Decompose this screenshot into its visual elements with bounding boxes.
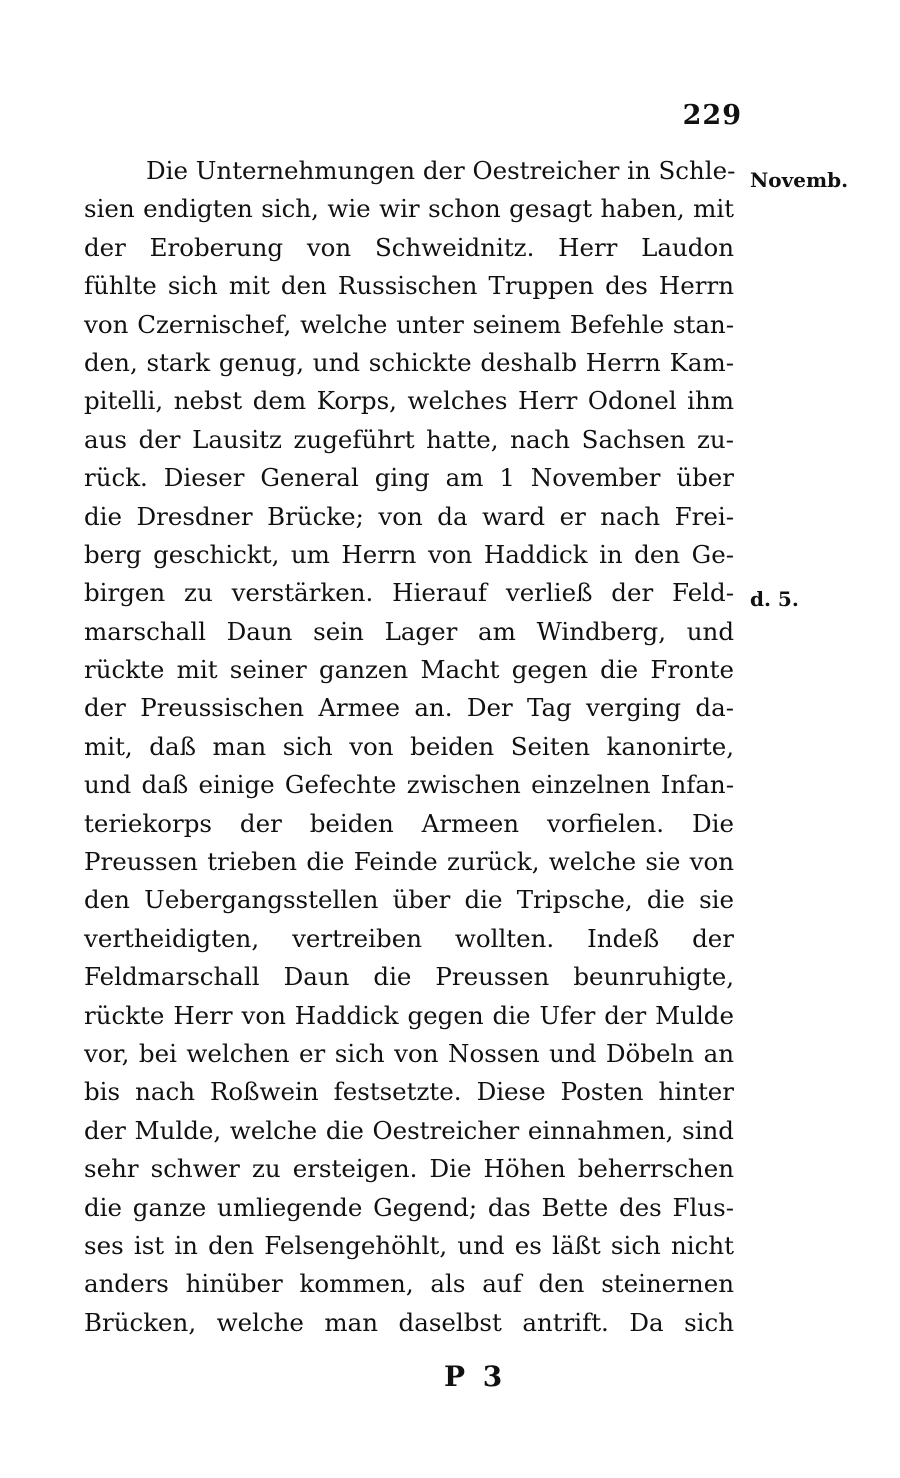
text-line: sien endigten sich, wie wir schon gesagt haben, mit bbox=[84, 194, 734, 224]
text-line: Feldmarschall Daun die Preussen beunruhigte, bbox=[84, 962, 734, 992]
text-line: von Czernischef, welche unter seinem Befehle stan- bbox=[84, 309, 734, 339]
text-line: Preussen trieben die Feinde zurück, welche sie von bbox=[84, 847, 734, 877]
text-line: der Eroberung von Schweidnitz. Herr Laudon bbox=[84, 232, 734, 262]
text-line: anders hinüber kommen, als auf den steinernen bbox=[84, 1269, 734, 1299]
text-line: der Preussischen Armee an. Der Tag verging da- bbox=[84, 693, 734, 723]
body-text bbox=[84, 152, 734, 1342]
text-line: Die Unternehmungen der Oestreicher in Schle- bbox=[146, 156, 736, 185]
text-line: die Dresdner Brücke; von da ward er nach Frei- bbox=[84, 501, 734, 531]
text-line: teriekorps der beiden Armeen vorfielen. Die bbox=[84, 808, 734, 838]
text-line: die ganze umliegende Gegend; das Bette des Flus- bbox=[84, 1192, 734, 1222]
page-number: 229 bbox=[682, 100, 742, 131]
text-line: vertheidigten, vertreiben wollten. Indeß der bbox=[84, 923, 734, 953]
text-line: rückte Herr von Haddick gegen die Ufer der Mulde bbox=[84, 1000, 734, 1030]
text-line: pitelli, nebst dem Korps, welches Herr Odonel ihm bbox=[84, 386, 734, 416]
text-line: den, stark genug, und schickte deshalb Herrn Kam- bbox=[84, 347, 734, 377]
text-line: aus der Lausitz zugeführt hatte, nach Sachsen zu- bbox=[84, 424, 734, 454]
text-line: fühlte sich mit den Russischen Truppen des Herrn bbox=[84, 271, 734, 301]
text-line: marschall Daun sein Lager am Windberg, und bbox=[84, 616, 734, 646]
text-line: den Uebergangsstellen über die Tripsche, die sie bbox=[84, 885, 734, 915]
text-line: mit, daß man sich von beiden Seiten kanonirte, bbox=[84, 731, 734, 761]
text-line: und daß einige Gefechte zwischen einzelnen Infan- bbox=[84, 770, 734, 800]
signature-mark: P 3 bbox=[444, 1360, 507, 1393]
text-line: Brücken, welche man daselbst antrift. Da sich bbox=[84, 1307, 734, 1337]
text-line: vor, bei welchen er sich von Nossen und Döbeln an bbox=[84, 1038, 734, 1068]
text-line: birgen zu verstärken. Hierauf verließ der Feld- bbox=[84, 578, 734, 608]
text-line: der Mulde, welche die Oestreicher einnahmen, sind bbox=[84, 1115, 734, 1145]
text-line: rück. Dieser General ging am 1 November über bbox=[84, 463, 734, 493]
text-line: rückte mit seiner ganzen Macht gegen die Fronte bbox=[84, 655, 734, 685]
text-line: bis nach Roßwein festsetzte. Diese Posten hinter bbox=[84, 1077, 734, 1107]
text-line: sehr schwer zu ersteigen. Die Höhen beherrschen bbox=[84, 1154, 734, 1184]
margin-note-date: d. 5. bbox=[750, 587, 799, 611]
text-line: berg geschickt, um Herrn von Haddick in den Ge- bbox=[84, 539, 734, 569]
margin-note-month: Novemb. bbox=[750, 168, 849, 192]
text-line: ses ist in den Felsengehöhlt, und es läßt sich nicht bbox=[84, 1230, 734, 1260]
